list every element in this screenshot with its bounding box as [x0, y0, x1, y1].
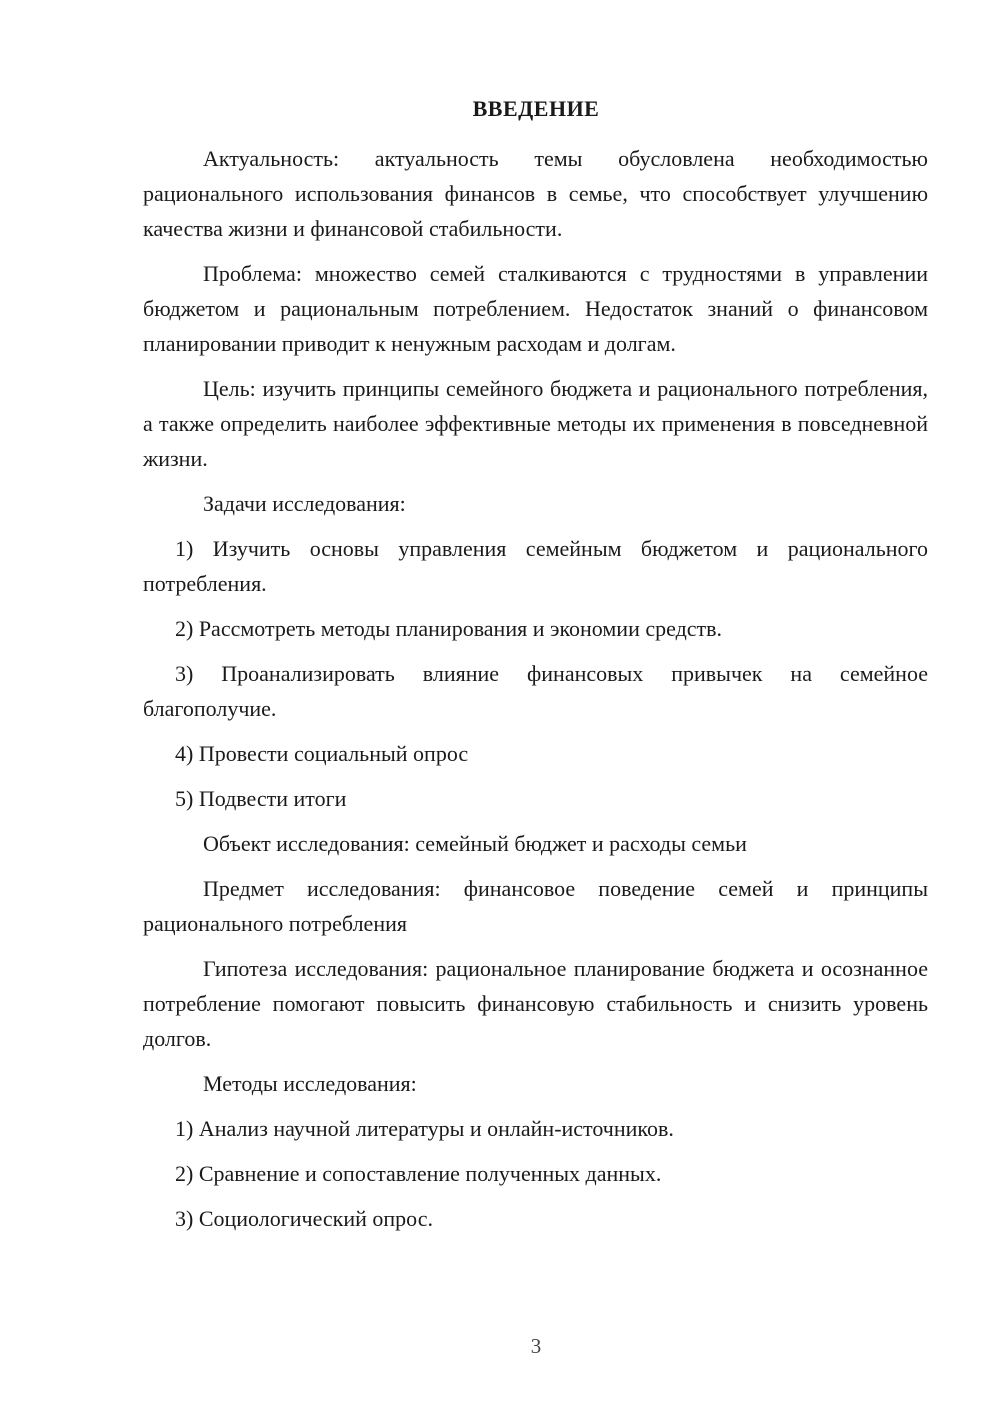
research-object: Объект исследования: семейный бюджет и расходы семьи	[203, 831, 747, 856]
task-item-5: 5) Подвести итоги	[175, 786, 347, 811]
paragraph-problem: Проблема: множество семей сталкиваются с трудностями в управлении бюджетом и рациональным потреблением. Недостаток знаний о финансовом планировании приводит к ненужным расходам и долгам.	[143, 261, 928, 356]
page-number: 3	[530, 1334, 542, 1358]
method-item-1: 1) Анализ научной литературы и онлайн-источников.	[175, 1116, 674, 1141]
paragraph-relevance: Актуальность: актуальность темы обусловлена необходимостью рационального использования финансов в семье, что способствует улучшению качества жизни и финансовой стабильности.	[143, 146, 928, 241]
document-body	[143, 141, 928, 1246]
methods-heading: Методы исследования:	[203, 1071, 417, 1096]
task-item-2: 2) Рассмотреть методы планирования и экономии средств.	[175, 616, 723, 641]
task-item-4: 4) Провести социальный опрос	[175, 741, 469, 766]
method-item-2: 2) Сравнение и сопоставление полученных данных.	[175, 1161, 662, 1186]
research-subject: Предмет исследования: финансовое поведение семей и принципы рационального потребления	[143, 876, 928, 936]
research-hypothesis: Гипотеза исследования: рациональное планирование бюджета и осознанное потребление помогают повысить финансовую стабильность и снизить уровень долгов.	[143, 956, 928, 1051]
task-item-1: 1) Изучить основы управления семейным бюджетом и рационального потребления.	[143, 536, 928, 596]
tasks-heading: Задачи исследования:	[203, 491, 406, 516]
task-item-3: 3) Проанализировать влияние финансовых привычек на семейное благополучие.	[143, 661, 928, 721]
method-item-3: 3) Социологический опрос.	[175, 1206, 433, 1231]
paragraph-goal: Цель: изучить принципы семейного бюджета и рационального потребления, а также определить наиболее эффективные методы их применения в повседневной жизни.	[143, 376, 928, 471]
section-title: ВВЕДЕНИЕ	[472, 96, 600, 121]
